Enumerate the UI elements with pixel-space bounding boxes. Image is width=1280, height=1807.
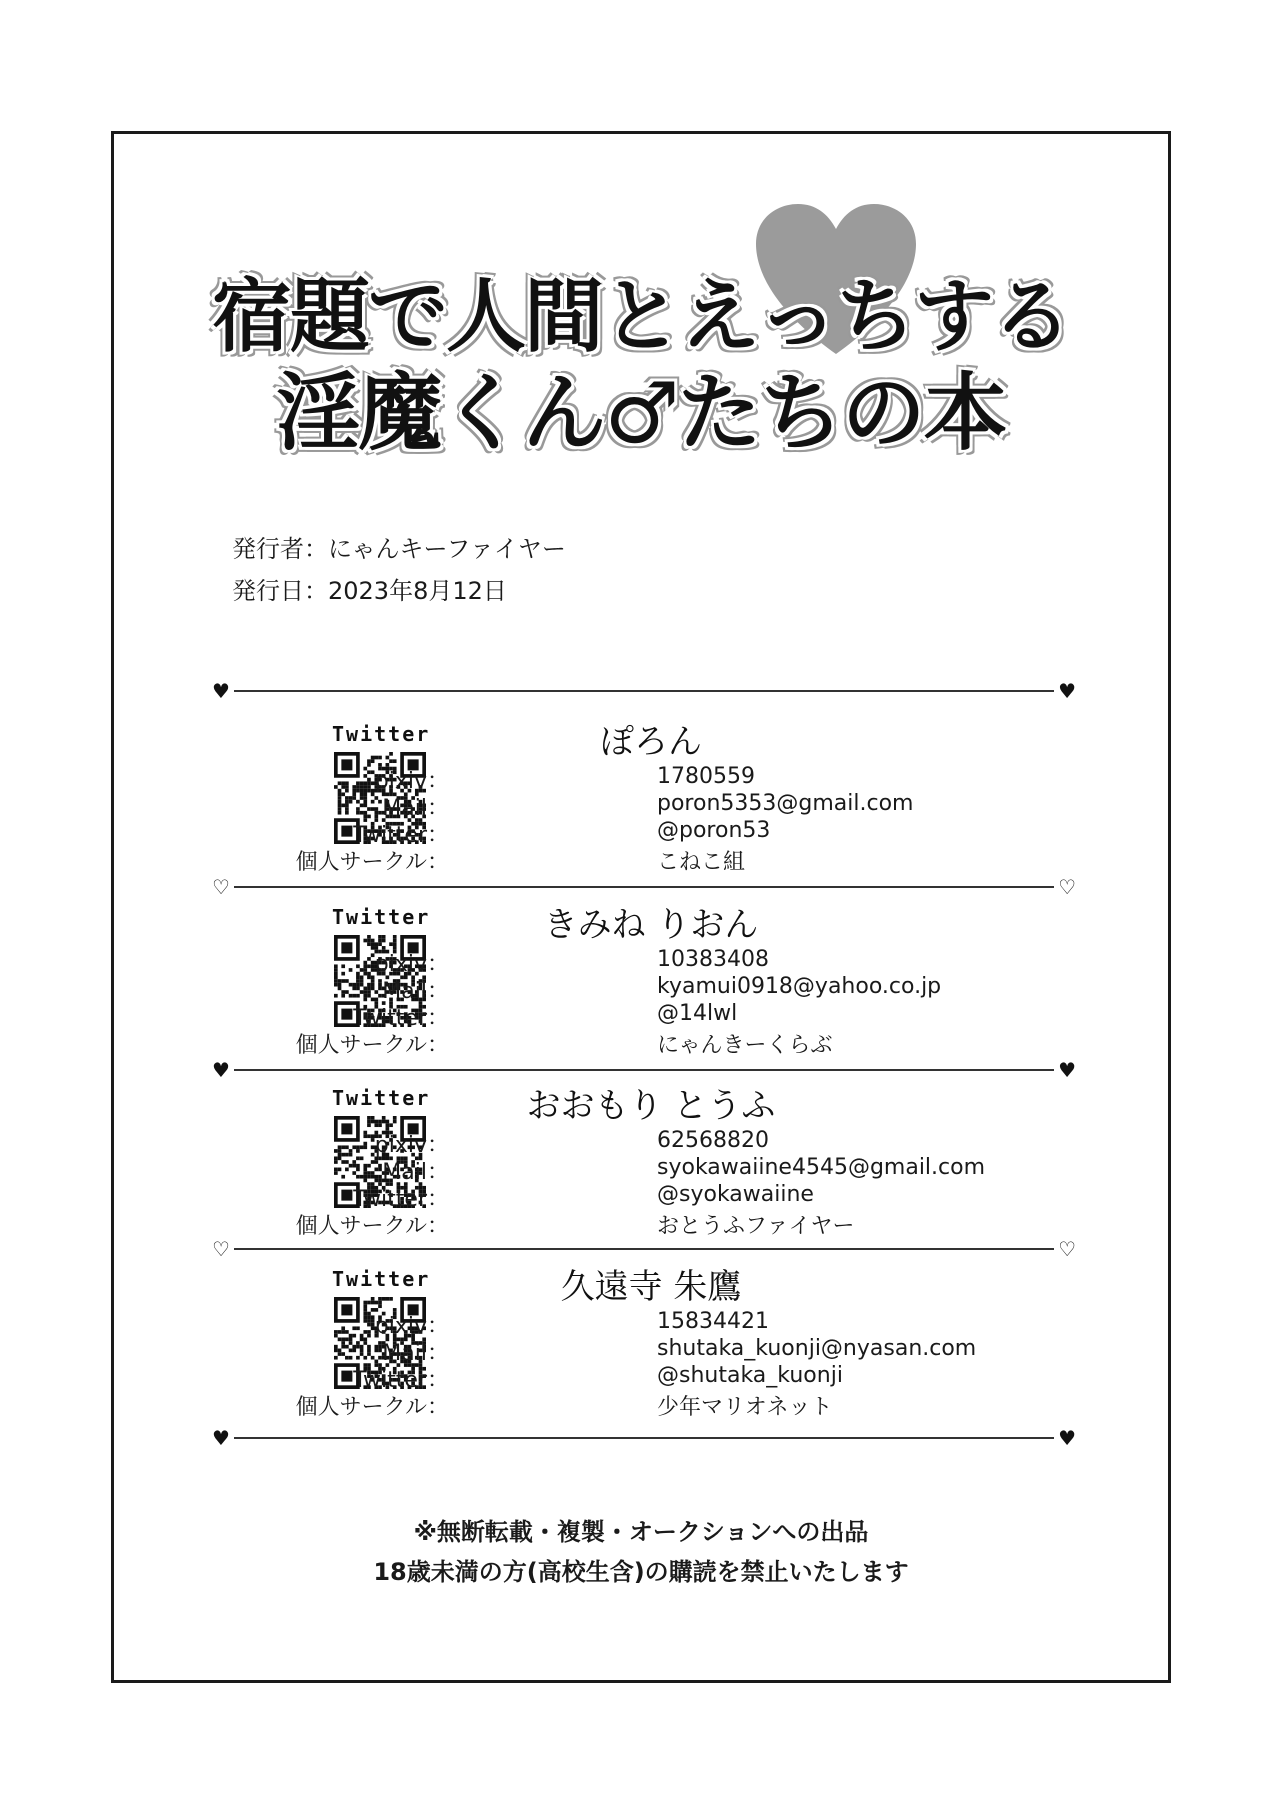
heart-filled-icon: ♥ — [212, 679, 230, 703]
circle-value: にゃんきーくらぶ — [657, 1033, 833, 1058]
circle-value: おとうふファイヤー — [657, 1214, 855, 1239]
page-frame — [111, 131, 1171, 1683]
member-name: おおもり とうふ — [526, 1086, 776, 1126]
pixiv-value: 62568820 — [657, 1128, 769, 1153]
heart-filled-icon: ♥ — [1058, 1426, 1076, 1450]
mail-label: Mail： — [382, 796, 449, 821]
circle-label: 個人サークル： — [295, 1214, 449, 1239]
member-entry — [114, 897, 1168, 1077]
twitter-value: @shutaka_kuonji — [657, 1363, 843, 1388]
pixiv-label: pixiv： — [374, 1133, 449, 1158]
mail-value: shutaka_kuonji@nyasan.com — [657, 1336, 977, 1361]
title-logo — [114, 134, 1168, 494]
heart-outline-icon: ♡ — [212, 875, 230, 899]
notice-line-2: 18歳未満の方(高校生含)の購読を禁止いたします — [373, 1558, 909, 1586]
heart-outline-icon: ♡ — [1058, 1237, 1076, 1261]
twitter-label: Twitter： — [353, 1187, 449, 1212]
twitter-qr-label: Twitter — [332, 905, 431, 929]
twitter-label: Twitter： — [353, 823, 449, 848]
twitter-qr-label: Twitter — [332, 722, 431, 746]
circle-value: 少年マリオネット — [657, 1395, 833, 1420]
mail-value: poron5353@gmail.com — [657, 791, 914, 816]
circle-value: こねこ組 — [657, 850, 746, 875]
member-entry — [114, 1259, 1168, 1439]
twitter-value: @poron53 — [657, 818, 771, 843]
circle-label: 個人サークル： — [295, 850, 449, 875]
title-line-2: 淫魔くん♂たちの本 — [276, 364, 1006, 462]
heart-filled-icon: ♥ — [1058, 1058, 1076, 1082]
pixiv-value: 10383408 — [657, 947, 769, 972]
circle-label: 個人サークル： — [295, 1033, 449, 1058]
heart-outline-icon: ♡ — [1058, 875, 1076, 899]
heart-filled-icon: ♥ — [212, 1426, 230, 1450]
twitter-label: Twitter： — [353, 1368, 449, 1393]
member-entry — [114, 714, 1168, 894]
circle-label: 個人サークル： — [295, 1395, 449, 1420]
heart-outline-icon: ♡ — [212, 1237, 230, 1261]
pixiv-label: pixiv： — [374, 1314, 449, 1339]
mail-label: Mail： — [382, 979, 449, 1004]
member-entry — [114, 1078, 1168, 1261]
twitter-qr-label: Twitter — [332, 1267, 431, 1291]
twitter-value: @14lwl — [657, 1001, 738, 1026]
issue-date-label: 発行日： — [232, 577, 328, 605]
member-name: きみね りおん — [543, 905, 759, 945]
publisher — [232, 529, 566, 564]
title-line-1: 宿題で人間とえっちする — [212, 270, 1070, 363]
twitter-value: @syokawaiine — [657, 1182, 814, 1207]
mail-value: kyamui0918@yahoo.co.jp — [657, 974, 942, 999]
mail-label: Mail： — [382, 1341, 449, 1366]
issue-date-value: 2023年8月12日 — [328, 577, 507, 605]
pixiv-label: pixiv： — [374, 769, 449, 794]
member-name: ぽろん — [600, 722, 702, 762]
mail-value: syokawaiine4545@gmail.com — [657, 1155, 986, 1180]
notice-line-1: ※無断転載・複製・オークションへの出品 — [413, 1518, 869, 1546]
mail-label: Mail： — [382, 1160, 449, 1185]
twitter-label: Twitter： — [353, 1006, 449, 1031]
heart-filled-icon: ♥ — [1058, 679, 1076, 703]
pixiv-value: 15834421 — [657, 1309, 769, 1334]
divider — [212, 681, 1076, 701]
pixiv-label: pixiv： — [374, 952, 449, 977]
publisher-value: にゃんキーファイヤー — [328, 535, 566, 563]
member-name: 久遠寺 朱鷹 — [560, 1267, 742, 1307]
issue-date — [232, 571, 507, 606]
twitter-qr-label: Twitter — [332, 1086, 431, 1110]
pixiv-value: 1780559 — [657, 764, 755, 789]
heart-filled-icon: ♥ — [212, 1058, 230, 1082]
publisher-label: 発行者： — [232, 535, 328, 563]
